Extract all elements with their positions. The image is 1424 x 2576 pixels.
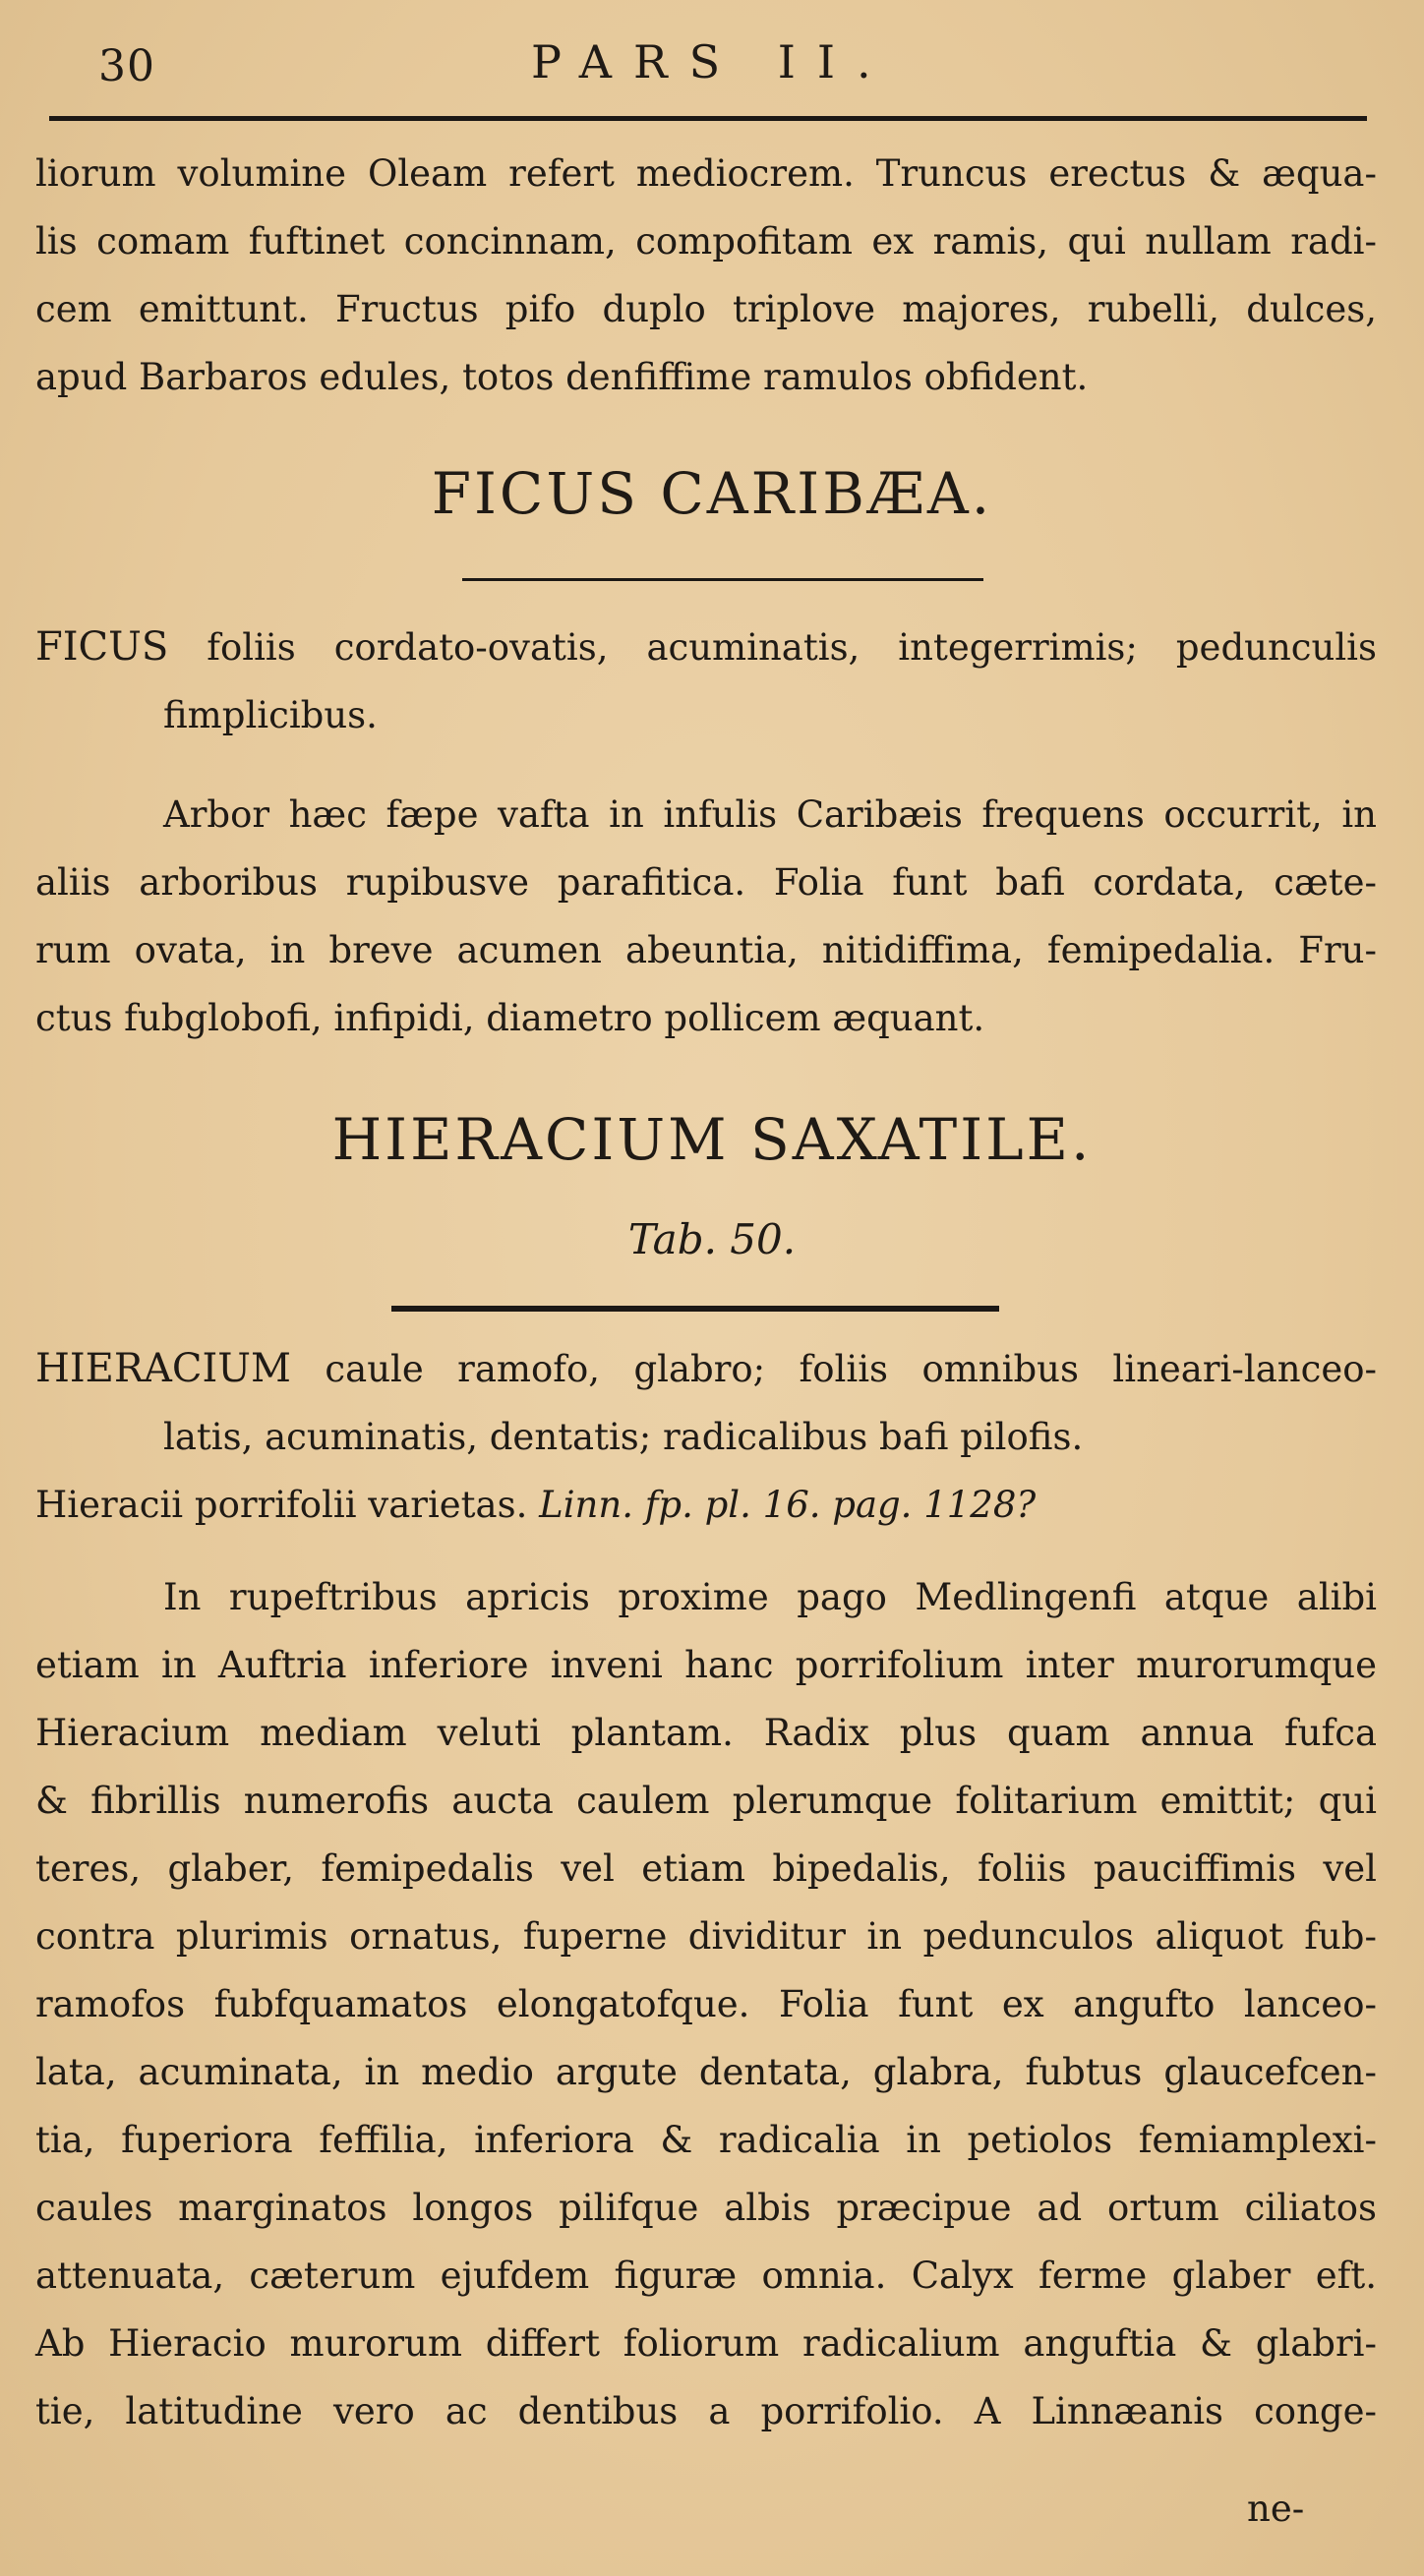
diagnosis-text: caule ramofo, glabro; foliis omnibus lineari-lanceo- (325, 1348, 1377, 1390)
diagnosis-line (35, 614, 1377, 681)
plate-reference: Tab. 50. (627, 1215, 797, 1263)
text-line: lis comam fuftinet concinnam, compofitam ex ramis, qui nullam radi- (35, 220, 1377, 263)
diagnosis-line: latis, acuminatis, dentatis; radicalibus bafi pilofis. (163, 1416, 1084, 1458)
text-line: ctus fubglobofi, infipidi, diametro pollicem æquant. (35, 997, 985, 1039)
genus-name: HIERACIUM (35, 1346, 291, 1391)
diagnosis-line (35, 1335, 1377, 1403)
diagnosis-ficus (35, 614, 1377, 749)
paragraph-ficus-description (35, 781, 1377, 1052)
text-line: liorum volumine Oleam refert mediocrem. Truncus erectus & æqua- (35, 152, 1377, 195)
catchword: ne- (1247, 2488, 1305, 2530)
text-line: aliis arboribus rupibusve parafitica. Folia funt bafi cordata, cæte- (35, 861, 1377, 904)
text-line: attenuata, cæterum ejufdem figuræ omnia. Calyx ferme glaber eft. (35, 2254, 1377, 2297)
diagnosis-text: foliis cordato-ovatis, acuminatis, integerrimis; pedunculis (207, 626, 1377, 669)
text-line: teres, glaber, femipedalis vel etiam bipedalis, foliis pauciffimis vel (35, 1847, 1377, 1890)
text-line: cem emittunt. Fructus pifo duplo triplove majores, rubelli, dulces, (35, 288, 1377, 330)
diagnosis-line: fimplicibus. (163, 694, 378, 736)
linnaeus-reference: Linn. fp. pl. 16. pag. 1128? (539, 1484, 1037, 1526)
text-line: etiam in Auftria inferiore inveni hanc porrifolium inter murorumque (35, 1644, 1377, 1686)
text-line: rum ovata, in breve acumen abeuntia, nitidiffima, femipedalia. Fru- (35, 929, 1377, 971)
species-heading-ficus: FICUS CARIBÆA. (431, 460, 993, 527)
text-line: Hieracium mediam veluti plantam. Radix plus quam annua fufca (35, 1712, 1377, 1754)
text-line: lata, acuminata, in medio argute dentata, glabra, fubtus glaucefcen- (35, 2051, 1377, 2093)
paragraph-hieracium-description (35, 1563, 1377, 2445)
running-head: PARS II. (531, 35, 893, 88)
section-rule (391, 1306, 999, 1312)
header-rule (49, 116, 1367, 121)
text-line: Arbor hæc fæpe vafta in infulis Caribæis frequens occurrit, in (163, 793, 1377, 836)
diagnosis-hieracium (35, 1335, 1377, 1539)
text-line: Ab Hieracio murorum differt foliorum radicalium anguftia & glabri- (35, 2322, 1377, 2365)
text-line: ramofos fubfquamatos elongatofque. Folia funt ex angufto lanceo- (35, 1983, 1377, 2025)
synonym-text: Hieracii porrifolii varietas. (35, 1484, 528, 1526)
text-line: tie, latitudine vero ac dentibus a porrifolio. A Linnæanis conge- (35, 2390, 1377, 2432)
text-line: caules marginatos longos pilifque albis præcipue ad ortum ciliatos (35, 2187, 1377, 2229)
text-line: contra plurimis ornatus, fuperne dividitur in pedunculos aliquot fub- (35, 1915, 1377, 1958)
text-line: In rupeftribus apricis proxime pago Medlingenfi atque alibi (163, 1576, 1377, 1618)
species-heading-hieracium: HIERACIUM SAXATILE. (331, 1106, 1093, 1173)
section-rule (462, 578, 983, 581)
paragraph-continuation (35, 140, 1377, 411)
page-header (0, 29, 1424, 91)
page-number: 30 (98, 41, 155, 91)
synonym-line (35, 1471, 1377, 1539)
text-line: apud Barbaros edules, totos denfiffime ramulos obfident. (35, 356, 1089, 398)
text-line: & fibrillis numerofis aucta caulem plerumque folitarium emittit; qui (35, 1780, 1377, 1822)
text-line: tia, fuperiora feffilia, inferiora & radicalia in petiolos femiamplexi- (35, 2119, 1377, 2161)
genus-name: FICUS (35, 624, 169, 670)
